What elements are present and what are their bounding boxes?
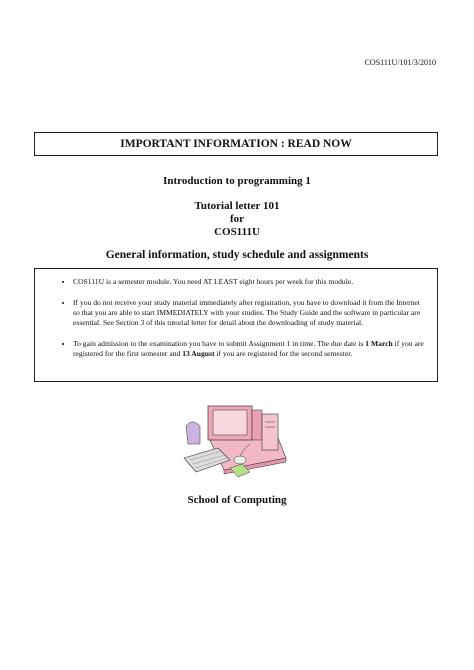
- document-subtitle: General information, study schedule and assignments: [105, 249, 369, 261]
- info-item-admission: [73, 339, 427, 359]
- computer-clipart-icon: [178, 400, 290, 480]
- module-code: COS111U: [214, 226, 260, 238]
- info-item-semester: • COS111U is a semester module. You need AT LEAST eight hours per week for this module.: [73, 277, 427, 287]
- information-box: [34, 268, 438, 382]
- information-list: [47, 277, 427, 359]
- tutorial-letter-title: Tutorial letter 101: [194, 200, 280, 212]
- document-reference: COS111U/101/3/2010: [364, 58, 436, 67]
- admission-text-1: To gain admission to the examination you have to submit Assignment 1 in time. The due date is: [73, 339, 366, 348]
- due-date-second: 13 August: [182, 349, 215, 358]
- tutorial-letter-block: [0, 200, 474, 239]
- info-item-download: • If you do not receive your study material immediately after registration, you have to download it from the Internet so that you are able to start IMMEDIATELY with your studies. The Study Guide and the software in particular are essential. See Section 3 of this tutorial letter for detail about the downloading of study material.: [73, 298, 427, 328]
- important-banner-text: IMPORTANT INFORMATION : READ NOW: [120, 138, 352, 150]
- admission-text-3: if you are registered for the second semester.: [214, 349, 353, 358]
- course-title: Introduction to programming 1: [163, 175, 311, 187]
- admission-text-2: if you are registered for the first semester and: [73, 339, 424, 358]
- due-date-first: 1 March: [365, 339, 393, 348]
- school-name: School of Computing: [187, 494, 287, 506]
- tutorial-letter-for: for: [229, 213, 245, 225]
- important-banner: [34, 132, 438, 156]
